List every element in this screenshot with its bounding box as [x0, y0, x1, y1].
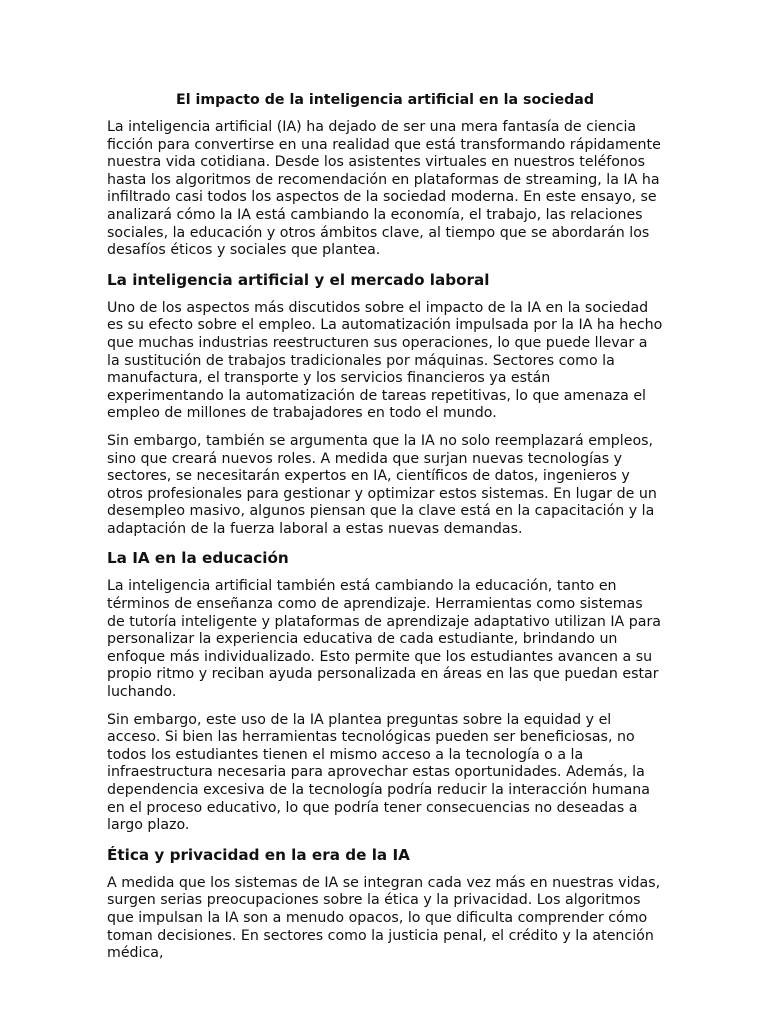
paragraph: Sin embargo, también se argumenta que la IA no solo reemplazará empleos, sino que creará nuevos roles. A medida que surjan nuevas tecnologías y sectores, se necesitarán expertos en IA, científicos de datos, ingenieros y otros profesionales para gestionar y optimizar estos sistemas. En lugar de un desempleo masivo, algunos piensan que la clave está en la capacitación y la adaptación de la fuerza laboral a estas nuevas demandas.	[107, 432, 657, 537]
paragraph: A medida que los sistemas de IA se integran cada vez más en nuestras vidas, surgen serias preocupaciones sobre la ética y la privacidad. Los algoritmos que impulsan la IA son a menudo opacos, lo que dificulta comprender cómo toman decisiones. En sectores como la justicia penal, el crédito y la atención médica,	[107, 874, 661, 962]
document-page	[107, 88, 663, 973]
intro-paragraph: La inteligencia artificial (IA) ha dejado de ser una mera fantasía de ciencia ficción para convertirse en una realidad que está transformando rápidamente nuestra vida cotidiana. Desde los asistentes virtuales en nuestros teléfonos hasta los algoritmos de recomendación en plataformas de streaming, la IA ha infiltrado casi todos los aspectos de la sociedad moderna. En este ensayo, se analizará cómo la IA está cambiando la economía, el trabajo, las relaciones sociales, la educación y otros ámbitos clave, al tiempo que se abordarán los desafíos éticos y sociales que plantea.	[107, 119, 661, 259]
section-heading-education: La IA en la educación	[107, 549, 289, 568]
section-heading-ethics-privacy: Ética y privacidad en la era de la IA	[107, 845, 410, 864]
paragraph: Uno de los aspectos más discutidos sobre el impacto de la IA en la sociedad es su efecto sobre el empleo. La automatización impulsada por la IA ha hecho que muchas industrias reestructuren sus operaciones, lo que puede llevar a la sustitución de trabajos tradicionales por máquinas. Sectores como la manufactura, el transporte y los servicios financieros ya están experimentando la automatización de tareas repetitivas, lo que amenaza el empleo de millones de trabajadores en todo el mundo.	[107, 299, 663, 422]
section-heading-labor-market: La inteligencia artificial y el mercado laboral	[107, 270, 490, 289]
paragraph: Sin embargo, este uso de la IA plantea preguntas sobre la equidad y el acceso. Si bien las herramientas tecnológicas pueden ser beneficiosas, no todos los estudiantes tienen el mismo acceso a la tecnología o a la infraestructura necesaria para aprovechar estas oportunidades. Además, la dependencia excesiva de la tecnología podría reducir la interacción humana en el proceso educativo, lo que podría tener consecuencias no deseadas a largo plazo.	[107, 711, 650, 834]
document-title: El impacto de la inteligencia artificial en la sociedad	[176, 92, 594, 108]
paragraph: La inteligencia artificial también está cambiando la educación, tanto en términos de enseñanza como de aprendizaje. Herramientas como sistemas de tutoría inteligente y plataformas de aprendizaje adaptativo utilizan IA para personalizar la experiencia educativa de cada estudiante, brindando un enfoque más individualizado. Esto permite que los estudiantes avancen a su propio ritmo y reciban ayuda personalizada en áreas en las que puedan estar luchando.	[107, 578, 661, 701]
